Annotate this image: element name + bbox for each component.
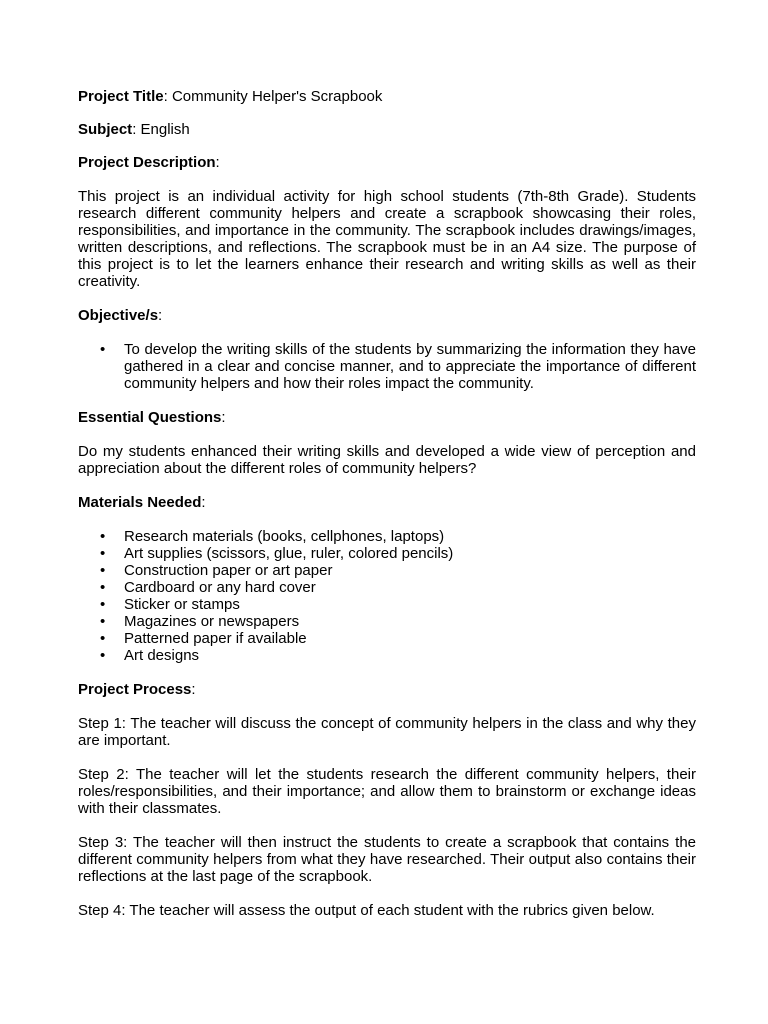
materials-heading [78,494,696,511]
project-process-heading [78,681,696,698]
project-description-text: This project is an individual activity for high school students (7th-8th Grade). Students research different community helpers and create a scrapbook showcasing their roles, responsibilities, and importance in the community. The scrapbook includes drawings/images, written descriptions, and reflections. The scrapbook must be in an A4 size. The purpose of this project is to let the learners enhance their research and writing skills as well as their creativity. [78,188,696,290]
objectives-list [78,341,696,392]
materials-item [78,562,696,579]
materials-item-text: Research materials (books, cellphones, laptops) [124,528,445,545]
materials-item [78,579,696,596]
subject-colon: : [132,121,137,138]
objectives-label: Objective/s [78,307,159,324]
objectives-heading [78,307,696,324]
bullet-icon: • [100,647,106,664]
subject-line [78,121,696,138]
materials-colon: : [201,494,206,511]
bullet-icon: • [100,545,106,562]
objectives-colon: : [158,307,163,324]
project-title-colon: : [163,88,168,105]
project-title-value: Community Helper's Scrapbook [171,88,383,105]
process-step-3: Step 3: The teacher will then instruct the students to create a scrapbook that contains the different community helpers from what they have researched. Their output also contains their reflections at the last page of the scrapbook. [78,834,696,885]
project-process-label: Project Process [78,681,192,698]
document-page [78,88,696,919]
project-description-heading [78,154,696,171]
project-process-colon: : [191,681,196,698]
essential-questions-heading [78,409,696,426]
materials-item [78,545,696,562]
project-title-line [78,88,696,105]
materials-item-text: Patterned paper if available [124,630,307,647]
materials-item [78,647,696,664]
bullet-icon: • [100,613,106,630]
project-description-colon: : [215,154,220,171]
process-step-4: Step 4: The teacher will assess the output of each student with the rubrics given below. [78,902,655,919]
essential-questions-text: Do my students enhanced their writing skills and developed a wide view of perception and appreciation about the different roles of community helpers? [78,443,696,477]
essential-questions-colon: : [221,409,226,426]
materials-item-text: Sticker or stamps [124,596,240,613]
materials-item [78,528,696,545]
bullet-icon: • [100,562,106,579]
bullet-icon: • [100,596,106,613]
process-step-2: Step 2: The teacher will let the students research the different community helpers, their roles/responsibilities, and their importance; and allow them to brainstorm or exchange ideas with their classmates. [78,766,696,817]
materials-item-text: Art supplies (scissors, glue, ruler, colored pencils) [124,545,454,562]
materials-list [78,528,696,664]
bullet-icon: • [100,341,106,358]
materials-item-text: Art designs [124,647,200,664]
materials-item-text: Construction paper or art paper [124,562,333,579]
bullet-icon: • [100,528,106,545]
subject-label: Subject [78,121,133,138]
objective-text: To develop the writing skills of the students by summarizing the information they have gathered in a clear and concise manner, and to appreciate the importance of different community helpers and how their roles impact the community. [124,341,696,392]
materials-item-text: Magazines or newspapers [124,613,300,630]
bullet-icon: • [100,579,106,596]
materials-label: Materials Needed [78,494,202,511]
materials-item [78,613,696,630]
materials-item [78,596,696,613]
essential-questions-label: Essential Questions [78,409,222,426]
project-description-label: Project Description [78,154,216,171]
subject-value: English [140,121,190,138]
materials-item [78,630,696,647]
objective-item [78,341,696,392]
materials-item-text: Cardboard or any hard cover [124,579,316,596]
bullet-icon: • [100,630,106,647]
process-step-1: Step 1: The teacher will discuss the concept of community helpers in the class and why they are important. [78,715,696,749]
project-title-label: Project Title [78,88,164,105]
